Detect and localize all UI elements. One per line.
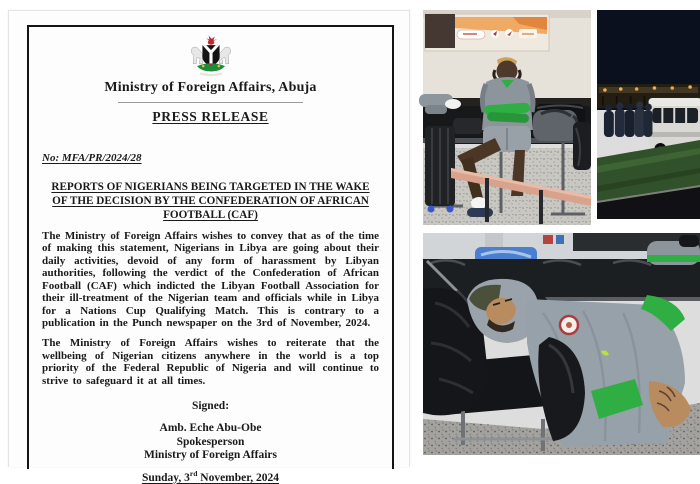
photo-team-night-bus	[597, 10, 700, 219]
photo-player-lying-on-bench	[423, 233, 700, 455]
spokesperson-role: Spokesperson	[42, 436, 379, 450]
suitcase	[425, 126, 455, 213]
body-paragraph-1: The Ministry of Foreign Affairs wishes to convey that as of the time of making this statement, Nigerians in Libya are going about their daily activities, devoid of any form of harassment by Libyan authorities, following the verdict of the Confederation of African Football (CAF) which indicted the Libyan Football Association for their ill-treatment of the Nigerian team and officials while in Libya for a Nations Cup Qualifying Match. This is contrary to a publication in the Punch newspaper on the 3rd of November, 2024.	[42, 230, 379, 329]
nigeria-coat-of-arms-icon	[42, 35, 379, 77]
release-date: Sunday, 3rd November, 2024	[42, 469, 379, 484]
people-silhouettes	[604, 101, 653, 137]
photo-player-sleeping-seated	[423, 10, 591, 225]
spokesperson-name: Amb. Eche Abu-Obe	[42, 422, 379, 436]
duffel-bag	[533, 110, 578, 141]
rear-bench-row	[423, 259, 700, 301]
doc-type-heading: PRESS RELEASE	[152, 109, 268, 125]
body-paragraph-2: The Ministry of Foreign Affairs wishes to reiterate that the wellbeing of Nigerian citizens anywhere in the world is a top priority of the Federal Republic of Nigeria and will continue to strive to safeguard it at all times.	[42, 337, 379, 387]
press-release-border	[27, 25, 394, 469]
press-release-headline: REPORTS OF NIGERIANS BEING TARGETED IN THE WAKE OF THE DECISION BY THE CONFEDERATION OF AFRICAN FOOTBALL (CAF)	[45, 180, 375, 222]
reference-number: No: MFA/PR/2024/28	[42, 152, 379, 164]
airport-ad-poster	[425, 14, 549, 51]
signature-block	[42, 422, 379, 463]
ministry-title: Ministry of Foreign Affairs, Abuja	[42, 80, 379, 96]
spokesperson-org: Ministry of Foreign Affairs	[42, 449, 379, 463]
backpack	[573, 122, 591, 170]
signed-label: Signed:	[42, 400, 379, 412]
title-divider	[118, 102, 303, 103]
press-release-page	[8, 10, 410, 467]
